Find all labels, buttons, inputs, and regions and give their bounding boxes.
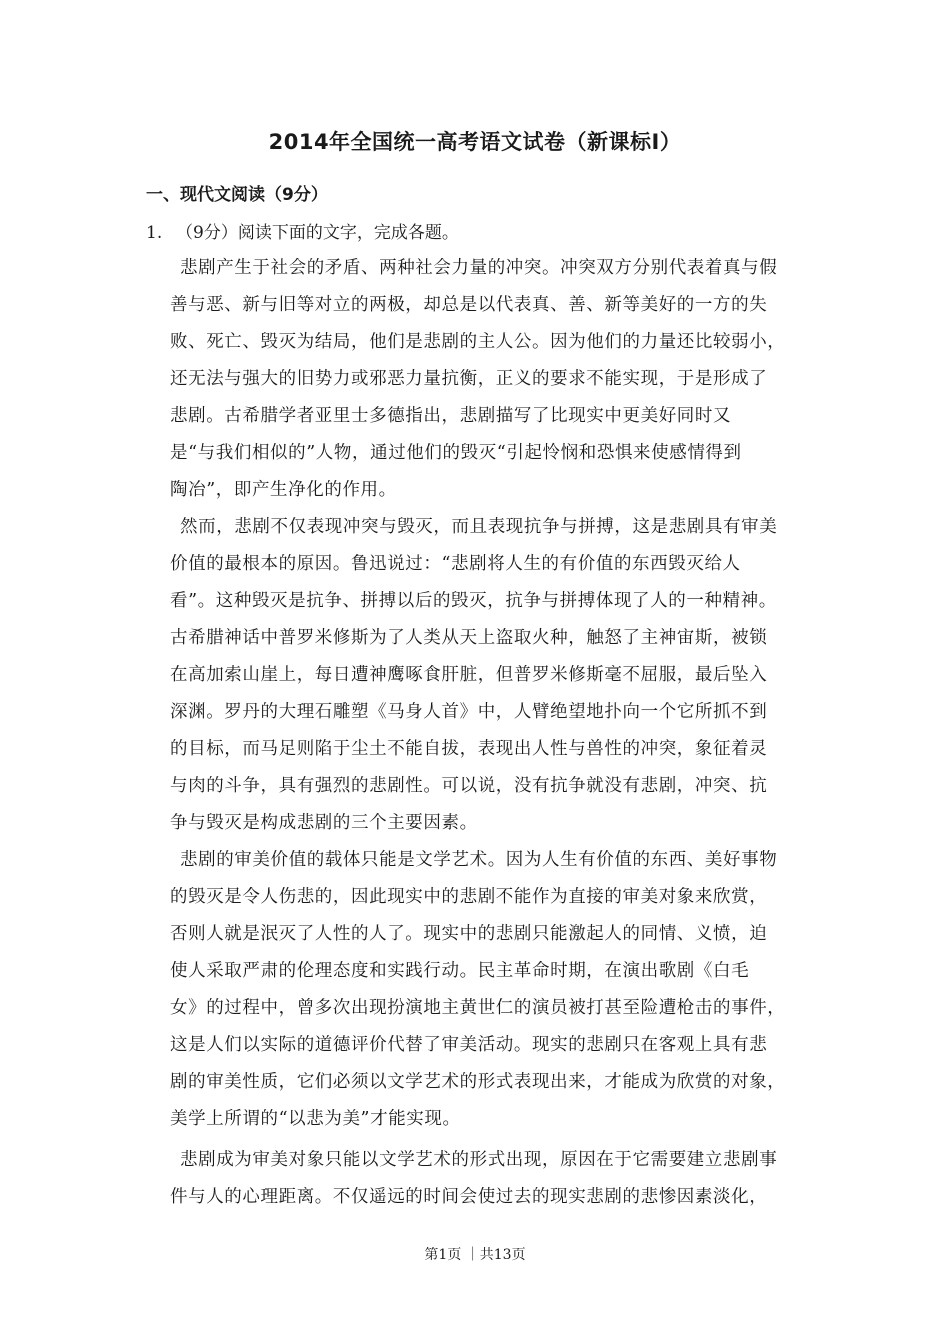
passage-line: 是“与我们相似的”人物，通过他们的毁灭“引起怜悯和恐惧来使感情得到: [170, 443, 742, 463]
passage-line: 剧的审美性质，它们必须以文学艺术的形式表现出来，才能成为欣赏的对象，: [170, 1072, 786, 1092]
passage-line: 的目标，而马足则陷于尘土不能自拔，表现出人性与兽性的冲突，象征着灵: [170, 739, 768, 759]
passage-line: 的毁灭是令人伤悲的，因此现实中的悲剧不能作为直接的审美对象来欣赏，: [170, 887, 768, 907]
passage-line: 争与毁灭是构成悲剧的三个主要因素。: [170, 813, 478, 833]
passage-line: 美学上所谓的“以悲为美”才能实现。: [170, 1109, 461, 1129]
passage-line: 女》的过程中，曾多次出现扮演地主黄世仁的演员被打甚至险遭枪击的事件，: [170, 998, 786, 1018]
passage-line: 古希腊神话中普罗米修斯为了人类从天上盗取火种，触怒了主神宙斯，被锁: [170, 628, 768, 648]
passage-line: 价值的最根本的原因。鲁迅说过：“悲剧将人生的有价值的东西毁灭给人: [170, 554, 741, 574]
passage-line: 件与人的心理距离。不仅遥远的时间会使过去的现实悲剧的悲惨因素淡化，: [170, 1187, 768, 1207]
passage-line: 善与恶、新与旧等对立的两极，却总是以代表真、善、新等美好的一方的失: [170, 295, 768, 315]
passage-line: 还无法与强大的旧势力或邪恶力量抗衡，正义的要求不能实现，于是形成了: [170, 369, 768, 389]
reading-passage: [170, 254, 820, 1220]
passage-line: 这是人们以实际的道德评价代替了审美活动。现实的悲剧只在客观上具有悲: [170, 1035, 768, 1055]
question-number: 1.: [146, 223, 163, 243]
question-1: [146, 218, 459, 243]
passage-line: 然而，悲剧不仅表现冲突与毁灭，而且表现抗争与拼搏，这是悲剧具有审美: [180, 517, 778, 537]
passage-line: 否则人就是泯灭了人性的人了。现实中的悲剧只能激起人的同情、义愤，迫: [170, 924, 768, 944]
passage-line: 陶冶”，即产生净化的作用。: [170, 480, 397, 500]
page-footer: 第1页 ｜共13页: [424, 1247, 526, 1263]
passage-line: 看”。这种毁灭是抗争、拼搏以后的毁灭，抗争与拼搏体现了人的一种精神。: [170, 591, 777, 611]
passage-line: 悲剧的审美价值的载体只能是文学艺术。因为人生有价值的东西、美好事物: [180, 850, 778, 870]
passage-line: 使人采取严肃的伦理态度和实践行动。民主革命时期，在演出歌剧《白毛: [170, 961, 750, 981]
passage-line: 与肉的斗争，具有强烈的悲剧性。可以说，没有抗争就没有悲剧，冲突、抗: [170, 776, 768, 796]
passage-line: 深渊。罗丹的大理石雕塑《马身人首》中，人臂绝望地扑向一个它所抓不到: [170, 702, 768, 722]
section-heading: 一、现代文阅读（9分）: [146, 185, 328, 205]
passage-line: 在高加索山崖上，每日遭神鹰啄食肝脏，但普罗米修斯毫不屈服，最后坠入: [170, 665, 768, 685]
passage-line: 悲剧。古希腊学者亚里士多德指出，悲剧描写了比现实中更美好同时又: [170, 406, 732, 426]
passage-line: 悲剧成为审美对象只能以文学艺术的形式出现，原因在于它需要建立悲剧事: [180, 1150, 778, 1170]
passage-line: 悲剧产生于社会的矛盾、两种社会力量的冲突。冲突双方分别代表着真与假: [180, 258, 778, 278]
passage-line: 败、死亡、毁灭为结局，他们是悲剧的主人公。因为他们的力量还比较弱小，: [170, 332, 786, 352]
question-prompt: （9分）阅读下面的文字，完成各题。: [176, 223, 459, 243]
document-title: 2014年全国统一高考语文试卷（新课标Ⅰ）: [268, 130, 682, 154]
